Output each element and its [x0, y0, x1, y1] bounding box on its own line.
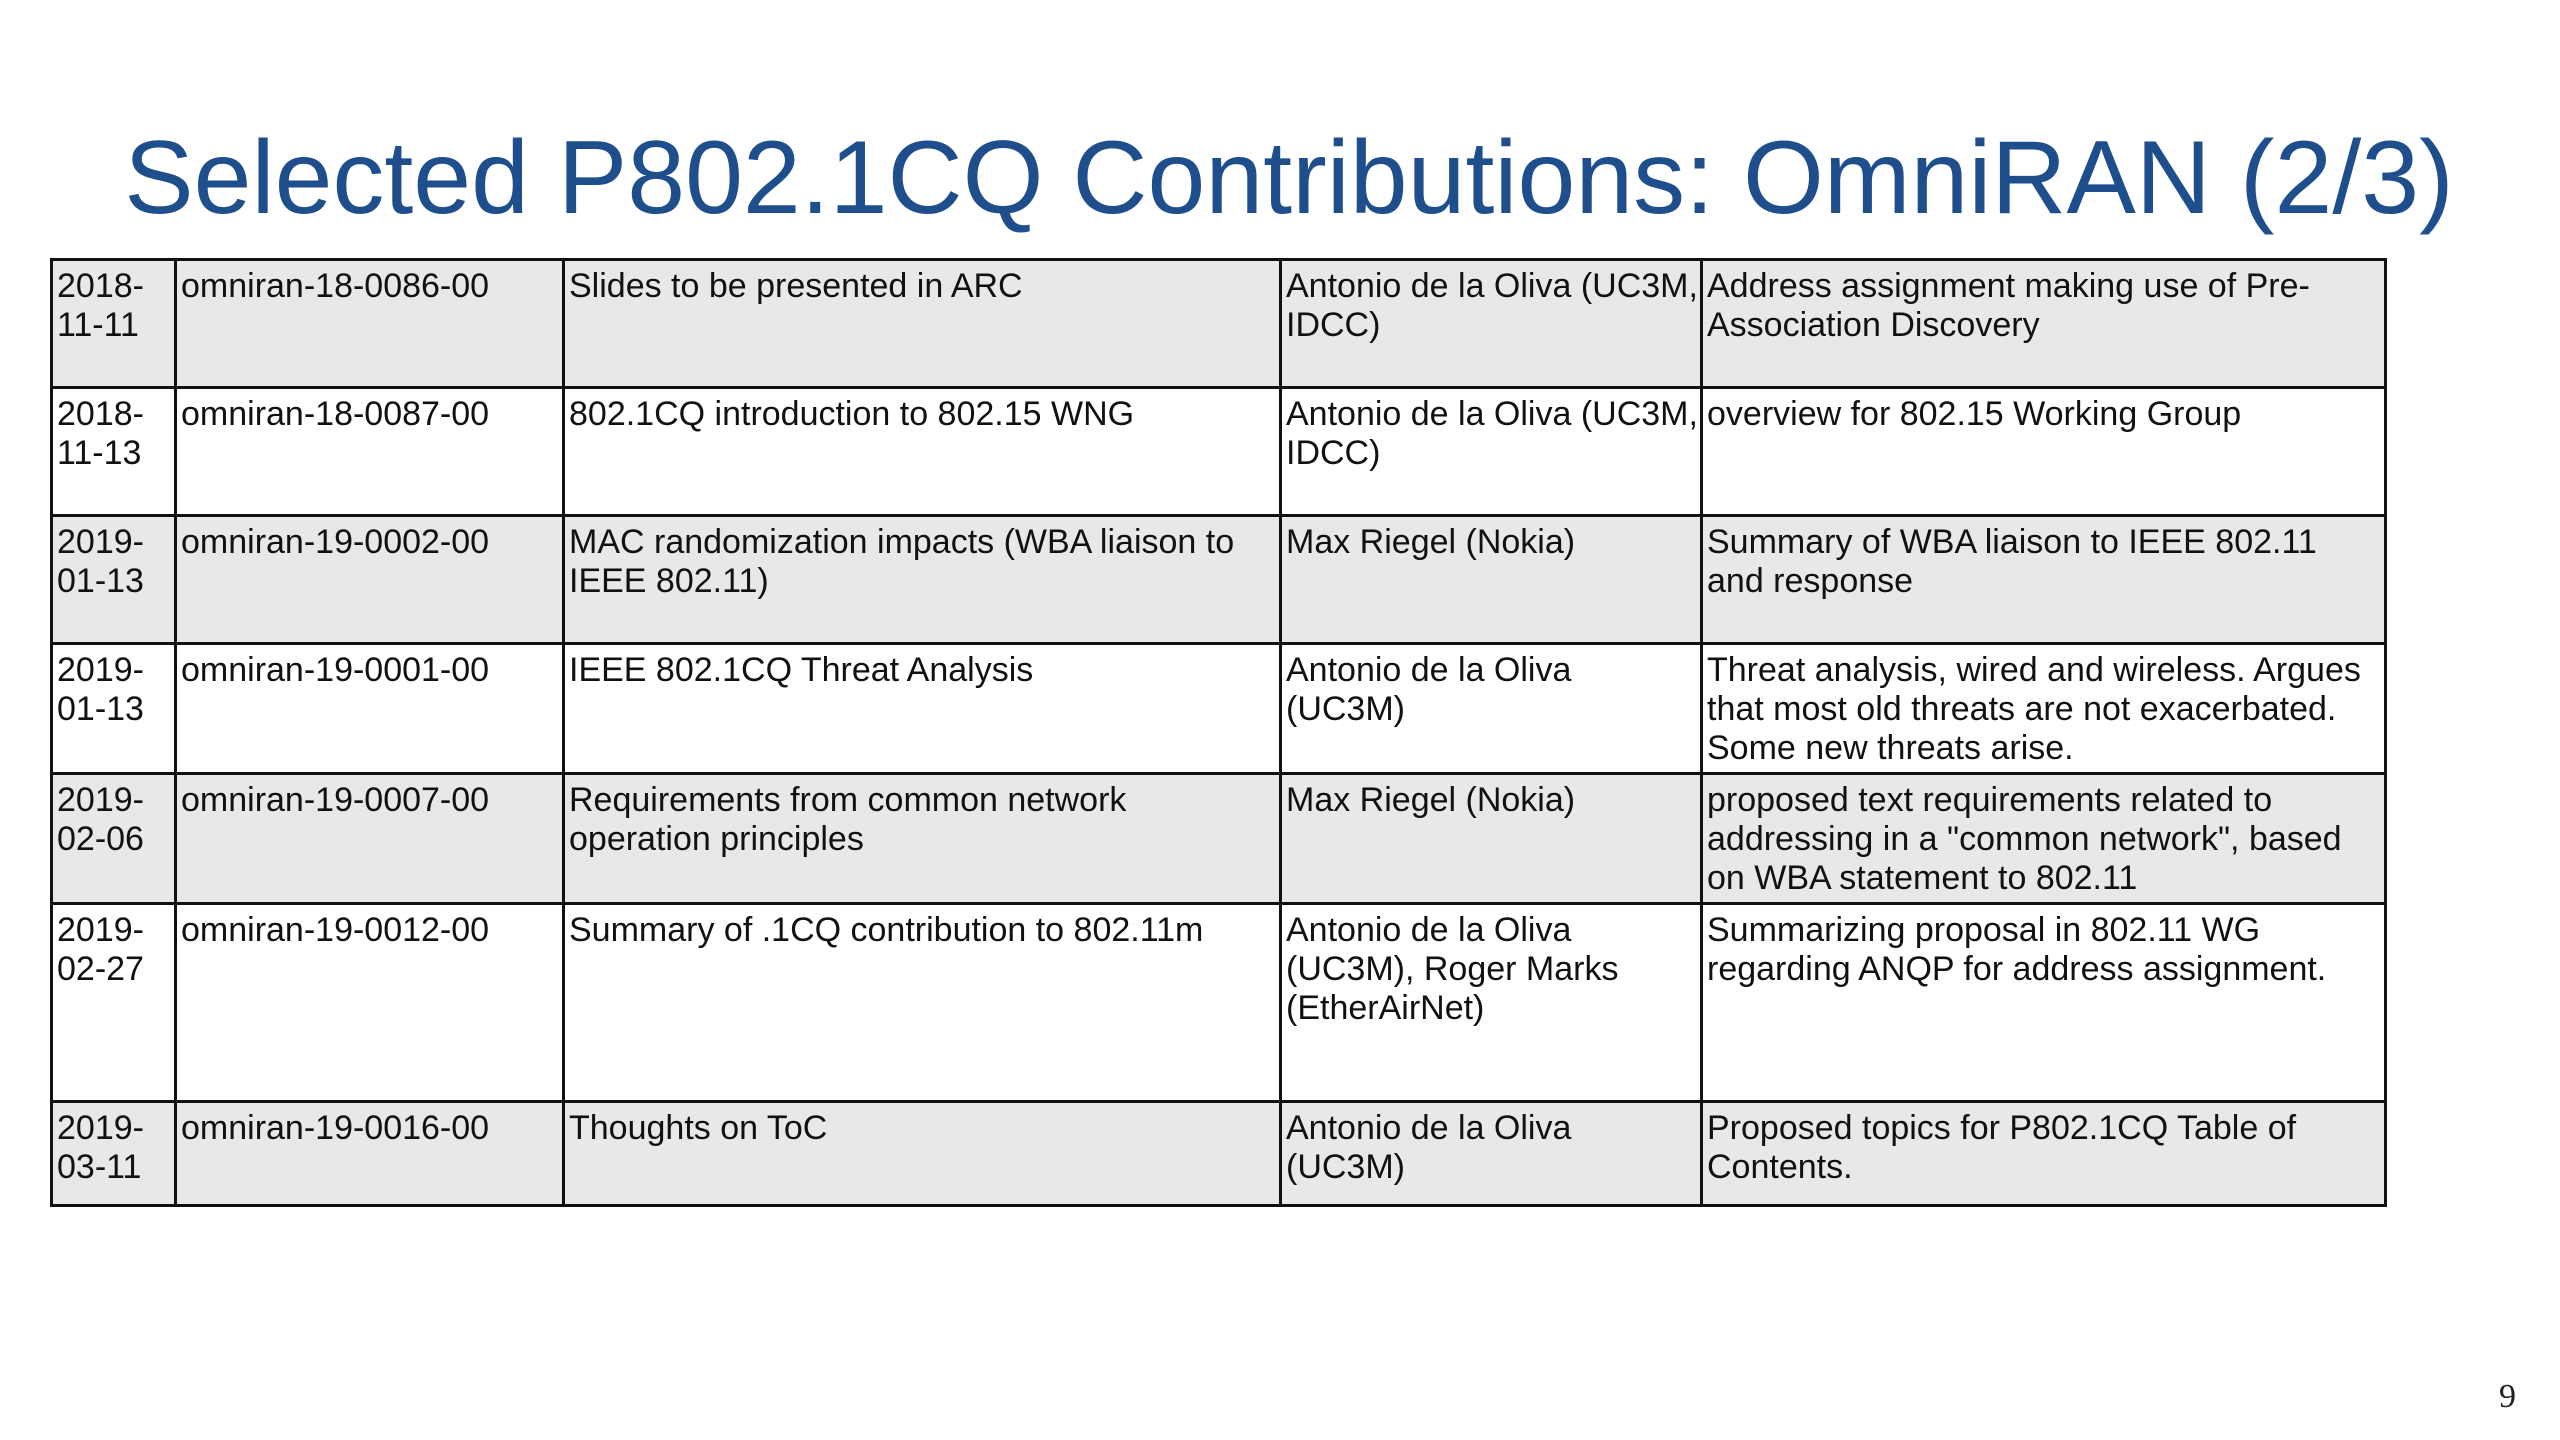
document-number-cell: omniran-18-0087-00	[176, 388, 564, 516]
table-row	[52, 644, 2386, 774]
contributions-table	[50, 258, 2387, 1207]
summary-cell: overview for 802.15 Working Group	[1702, 388, 2386, 516]
title-cell: IEEE 802.1CQ Threat Analysis	[564, 644, 1281, 774]
author-cell: Max Riegel (Nokia)	[1281, 516, 1702, 644]
document-number-cell: omniran-19-0001-00	[176, 644, 564, 774]
document-number-cell: omniran-19-0007-00	[176, 774, 564, 904]
title-cell: Slides to be presented in ARC	[564, 260, 1281, 388]
document-number-cell: omniran-18-0086-00	[176, 260, 564, 388]
title-cell: Thoughts on ToC	[564, 1102, 1281, 1206]
author-cell: Max Riegel (Nokia)	[1281, 774, 1702, 904]
table-row	[52, 1102, 2386, 1206]
title-cell: Summary of .1CQ contribution to 802.11m	[564, 904, 1281, 1102]
title-cell: Requirements from common network operation principles	[564, 774, 1281, 904]
summary-cell: Summarizing proposal in 802.11 WG regarding ANQP for address assignment.	[1702, 904, 2386, 1102]
date-cell: 2019-02-27	[52, 904, 176, 1102]
summary-cell: Summary of WBA liaison to IEEE 802.11 and response	[1702, 516, 2386, 644]
page-number: 9	[2499, 1378, 2516, 1415]
date-cell: 2019-03-11	[52, 1102, 176, 1206]
table-row	[52, 774, 2386, 904]
author-cell: Antonio de la Oliva (UC3M), Roger Marks (EtherAirNet)	[1281, 904, 1702, 1102]
title-cell: 802.1CQ introduction to 802.15 WNG	[564, 388, 1281, 516]
author-cell: Antonio de la Oliva (UC3M, IDCC)	[1281, 388, 1702, 516]
document-number-cell: omniran-19-0002-00	[176, 516, 564, 644]
document-number-cell: omniran-19-0016-00	[176, 1102, 564, 1206]
summary-cell: Proposed topics for P802.1CQ Table of Contents.	[1702, 1102, 2386, 1206]
table-row	[52, 260, 2386, 388]
date-cell: 2019-01-13	[52, 516, 176, 644]
date-cell: 2019-02-06	[52, 774, 176, 904]
author-cell: Antonio de la Oliva (UC3M)	[1281, 1102, 1702, 1206]
document-number-cell: omniran-19-0012-00	[176, 904, 564, 1102]
date-cell: 2018-11-11	[52, 260, 176, 388]
summary-cell: Threat analysis, wired and wireless. Argues that most old threats are not exacerbated. Some new threats arise.	[1702, 644, 2386, 774]
author-cell: Antonio de la Oliva (UC3M, IDCC)	[1281, 260, 1702, 388]
table-row	[52, 388, 2386, 516]
author-cell: Antonio de la Oliva (UC3M)	[1281, 644, 1702, 774]
date-cell: 2019-01-13	[52, 644, 176, 774]
summary-cell: Address assignment making use of Pre-Association Discovery	[1702, 260, 2386, 388]
title-cell: MAC randomization impacts (WBA liaison to IEEE 802.11)	[564, 516, 1281, 644]
date-cell: 2018-11-13	[52, 388, 176, 516]
summary-cell: proposed text requirements related to addressing in a "common network", based on WBA statement to 802.11	[1702, 774, 2386, 904]
table-row	[52, 904, 2386, 1102]
slide-title: Selected P802.1CQ Contributions: OmniRAN (2/3)	[124, 120, 2454, 236]
table-row	[52, 516, 2386, 644]
